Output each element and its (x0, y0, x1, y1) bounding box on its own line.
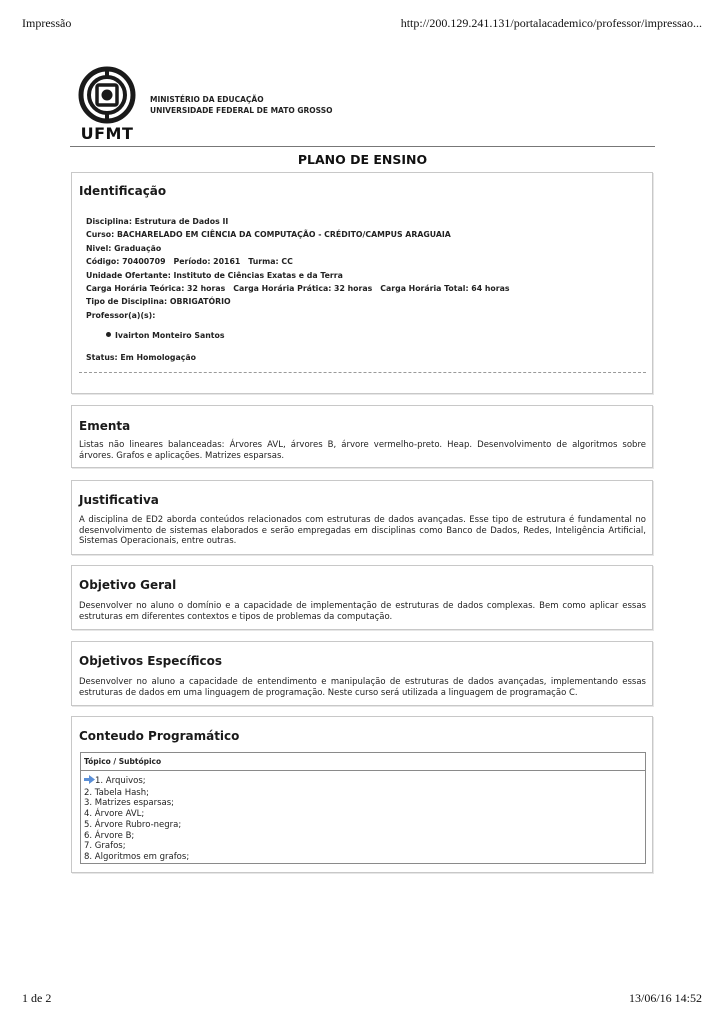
ministry-name: MINISTÉRIO DA EDUCAÇÃO (150, 95, 264, 104)
identification-details (86, 215, 510, 322)
periodo: Período: 20161 (173, 257, 241, 267)
section-heading: Objetivo Geral (79, 578, 177, 592)
unidade-line: Unidade Ofertante: Instituto de Ciências Exatas e da Terra (86, 270, 343, 280)
section-heading: Justificativa (79, 493, 159, 507)
list-item: 8. Algoritmos em grafos; (84, 851, 190, 862)
header-divider (70, 146, 655, 147)
section-heading: Conteudo Programático (79, 729, 240, 743)
codigo: Código: 70400709 (86, 257, 166, 267)
ufmt-logo (78, 66, 136, 144)
print-datetime: 13/06/16 14:52 (628, 991, 702, 1005)
topic-table (80, 752, 646, 864)
arrow-right-icon (84, 775, 95, 788)
section-text: Desenvolver no aluno o domínio e a capacidade de implementação de estruturas de dados complexas. Bem como aplicar essas estruturas em diferentes contextos e tipos de problemas da computação. (79, 601, 646, 622)
print-url: http://200.129.241.131/portalacademico/professor/impressao... (400, 16, 702, 30)
section-text: Desenvolver no aluno a capacidade de entendimento e manipulação de estruturas de dados avançadas, implementando essas estruturas de dados em uma linguagem de programação. Neste curso será utilizada a linguagem de programação C. (79, 677, 646, 698)
nivel-line: Nivel: Graduação (86, 243, 162, 253)
institution-header (150, 94, 333, 116)
ch-pratica: Carga Horária Prática: 32 horas (233, 284, 373, 294)
professor-list (106, 331, 225, 340)
topic-item: 1. Arquivos; (95, 776, 146, 786)
bullet-icon (106, 332, 111, 337)
list-item: 4. Árvore AVL; (84, 809, 145, 820)
list-item (106, 331, 225, 340)
turma: Turma: CC (248, 257, 293, 267)
carga-horaria-line (86, 282, 510, 295)
dotted-divider (79, 372, 646, 373)
section-text: A disciplina de ED2 aborda conteúdos relacionados com estruturas de dados avançadas. Esse tipo de estrutura é fundamental no desenvolvimento de sistemas elaborados e serão empregadas em disciplinas como Banco de Dados, Redes, Inteligência Artificial, Sistemas Operacionais, entre outras. (79, 515, 646, 547)
section-ementa (71, 405, 653, 468)
section-heading: Objetivos Específicos (79, 654, 222, 668)
section-conteudo-programatico (71, 716, 653, 873)
curso-line: Curso: BACHARELADO EM CIÊNCIA DA COMPUTAÇÃO - CRÉDITO/CAMPUS ARAGUAIA (86, 230, 451, 240)
list-item (84, 775, 189, 788)
page-number: 1 de 2 (22, 991, 52, 1005)
professores-label: Professor(a)(s): (86, 310, 156, 320)
university-name: UNIVERSIDADE FEDERAL DE MATO GROSSO (150, 106, 333, 115)
status-line: Status: Em Homologação (86, 353, 196, 362)
section-heading: Identificação (79, 184, 167, 198)
list-item: 7. Grafos; (84, 841, 126, 852)
professor-name: Ivairton Monteiro Santos (115, 331, 225, 340)
list-item: 5. Árvore Rubro-negra; (84, 819, 182, 830)
list-item: 2. Tabela Hash; (84, 787, 149, 798)
section-text: Listas não lineares balanceadas: Árvores AVL, árvores B, árvore vermelho-preto. Heap. Desenvolvimento de algoritmos sobre árvores. Grafos e aplicações. Matrizes esparsas. (79, 440, 646, 461)
document-title: PLANO DE ENSINO (297, 152, 428, 167)
topic-list (84, 775, 189, 863)
ch-total: Carga Horária Total: 64 horas (380, 284, 510, 294)
disciplina-line: Disciplina: Estrutura de Dados II (86, 217, 229, 226)
ufmt-seal-icon (78, 66, 136, 124)
section-objetivo-geral (71, 565, 653, 630)
list-item: 6. Árvore B; (84, 830, 135, 841)
section-heading: Ementa (79, 419, 131, 433)
list-item: 3. Matrizes esparsas; (84, 798, 175, 809)
tipo-line: Tipo de Disciplina: OBRIGATÓRIO (86, 297, 231, 307)
section-justificativa (71, 480, 653, 555)
section-objetivos-especificos (71, 641, 653, 706)
codigo-line (86, 255, 510, 268)
print-title: Impressão (22, 16, 72, 30)
section-identificacao (71, 172, 653, 394)
ch-teorica: Carga Horária Teórica: 32 horas (86, 284, 226, 294)
logo-text: UFMT (80, 124, 134, 143)
table-header: Tópico / Subtópico (81, 753, 645, 771)
